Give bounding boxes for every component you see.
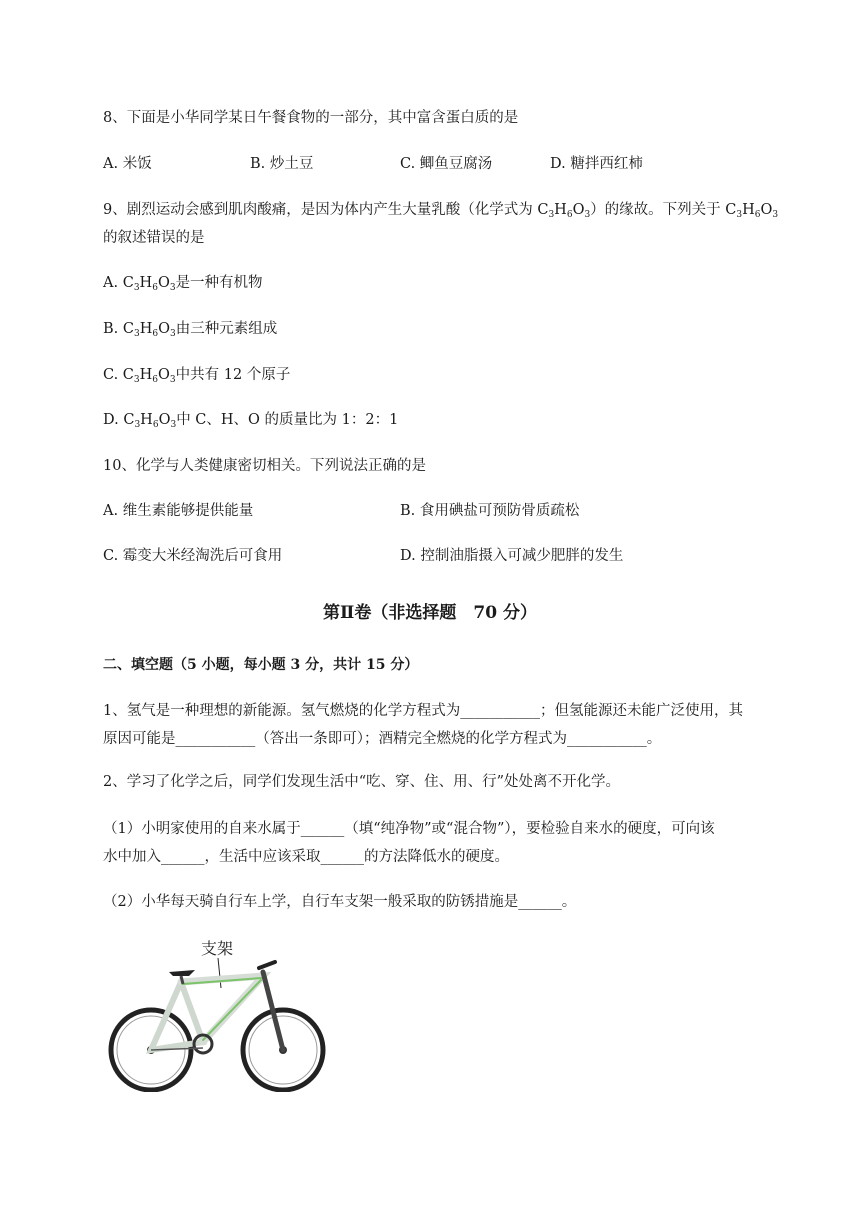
q10-option-c: C. 霉变大米经淘洗后可食用 [103, 548, 283, 564]
frame-label: 支架 [201, 941, 234, 958]
q9-stem: 9、剧烈运动会感到肌肉酸痛，是因为体内产生大量乳酸（化学式为 $C_3H_6O_3$）的缘故。下列关于 $C_3H_6O_3$ [103, 202, 779, 220]
q8-stem: 8、下面是小华同学某日午餐食物的一部分，其中富含蛋白质的是 [103, 110, 519, 126]
bicycle-frame [151, 962, 283, 1050]
bicycle-illustration [103, 932, 333, 1092]
q9-option-c: C. $C_3H_6O_3$中共有 12 个原子 [103, 367, 291, 385]
q8-option-d: D. 糖拌西红柿 [550, 156, 643, 172]
fill1-line2: 原因可能是___________（答出一条即可）；酒精完全燃烧的化学方程式为___________。 [103, 731, 662, 747]
q8-option-a: A. 米饭 [103, 156, 152, 172]
bicycle-figure [103, 932, 333, 1092]
fill1-line1: 1、氢气是一种理想的新能源。氢气燃烧的化学方程式为___________；但氢能源还未能广泛使用，其 [103, 703, 743, 719]
q9-option-d: D. $C_3H_6O_3$中 C、H、O 的质量比为 1：2：1 [103, 412, 399, 430]
q10-option-d: D. 控制油脂摄入可减少肥胖的发生 [400, 548, 624, 564]
seat-post [181, 976, 183, 984]
fill2-part1-line1: （1）小明家使用的自来水属于______（填“纯净物”或“混合物”），要检验自来水的硬度，可向该 [103, 821, 715, 837]
part2-title: 第Ⅱ卷（非选择题 70 分） [323, 603, 537, 623]
q8-option-b: B. 炒土豆 [250, 156, 314, 172]
q10-stem: 10、化学与人类健康密切相关。下列说法正确的是 [103, 458, 426, 474]
q10-option-b: B. 食用碘盐可预防骨质疏松 [400, 503, 580, 519]
fill2-part1-line2: 水中加入______，生活中应该采取______的方法降低水的硬度。 [103, 849, 509, 865]
q8-option-c: C. 鲫鱼豆腐汤 [400, 156, 493, 172]
q9-option-b: B. $C_3H_6O_3$由三种元素组成 [103, 321, 278, 339]
fill2-part2: （2）小华每天骑自行车上学，自行车支架一般采取的防锈措施是______。 [103, 894, 577, 910]
q10-option-a: A. 维生素能够提供能量 [103, 503, 254, 519]
saddle [169, 970, 195, 976]
q9-option-a: A. $C_3H_6O_3$是一种有机物 [103, 275, 263, 293]
fill2-stem: 2、学习了化学之后，同学们发现生活中“吃、穿、住、用、行”处处离不开化学。 [103, 774, 621, 790]
label-pointer [218, 958, 221, 988]
q9-stem-line2: 的叙述错误的是 [103, 230, 205, 246]
section-title: 二、填空题（5 小题，每小题 3 分，共计 15 分） [103, 657, 419, 673]
